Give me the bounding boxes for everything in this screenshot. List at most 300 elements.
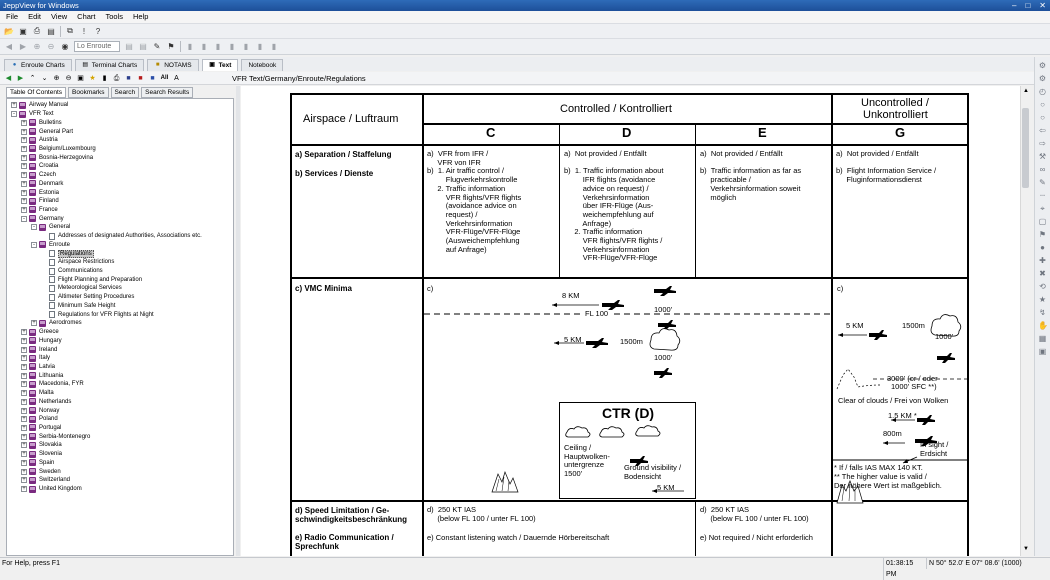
tree-item[interactable] xyxy=(21,214,64,223)
g-15km-label: 1.5 KM * xyxy=(888,411,917,420)
uncontrolled-header-1: Uncontrolled / xyxy=(861,97,929,109)
tree-item[interactable] xyxy=(21,406,59,415)
layers-icon[interactable]: ▤ xyxy=(139,42,147,51)
expand-icon[interactable]: + xyxy=(22,154,26,161)
back-icon[interactable]: ◀ xyxy=(5,42,13,51)
text-line: b) Flight Information Service / xyxy=(836,166,937,176)
tree-item[interactable] xyxy=(21,206,58,215)
menu-edit[interactable]: Edit xyxy=(28,12,42,21)
back-arrow-icon[interactable]: ◀ xyxy=(5,74,12,82)
tree-item[interactable] xyxy=(21,162,58,171)
page-icon xyxy=(49,233,55,240)
tree-item-label: General xyxy=(49,224,71,231)
expand-icon[interactable]: + xyxy=(22,180,26,187)
expand-icon[interactable]: + xyxy=(22,381,26,388)
tool-icon-7[interactable]: ▮ xyxy=(271,42,277,51)
book-icon xyxy=(29,180,36,187)
page-icon xyxy=(49,250,55,257)
g-3000-label: 3000' (or / oder xyxy=(887,374,938,383)
tree-item[interactable] xyxy=(31,241,70,250)
arrow-icon[interactable]: ⇦ xyxy=(1039,126,1046,135)
enroute-select[interactable]: Lo Enroute xyxy=(74,41,120,52)
document-view xyxy=(241,86,1020,556)
row-vmc: c) VMC Minima xyxy=(295,284,352,293)
gear-icon[interactable]: ⚙ xyxy=(1038,74,1047,83)
text-size-icon[interactable]: A xyxy=(174,74,179,82)
book-icon xyxy=(29,346,36,353)
row-separation: a) Separation / Staffelung xyxy=(295,150,392,159)
print-icon[interactable]: ⎙ xyxy=(113,74,120,82)
scroll-down-icon[interactable]: ▼ xyxy=(1023,546,1029,552)
maximize-icon[interactable]: □ xyxy=(1025,1,1031,10)
expand-icon[interactable]: + xyxy=(22,416,26,423)
tool-icon-6[interactable]: ▮ xyxy=(257,42,263,51)
row-radio-2: Sprechfunk xyxy=(295,542,340,551)
tree-item[interactable] xyxy=(21,467,61,476)
row-services: b) Services / Dienste xyxy=(295,169,374,178)
pane-splitter[interactable] xyxy=(236,86,240,556)
tab-notebook[interactable]: Notebook xyxy=(241,59,283,71)
close-icon[interactable]: ✕ xyxy=(1039,1,1046,10)
hand-icon[interactable]: ✋ xyxy=(1038,321,1048,330)
expand-icon[interactable]: + xyxy=(22,451,26,458)
text-line: practicable / xyxy=(700,175,751,185)
tree-item[interactable] xyxy=(21,415,58,424)
expand-icon[interactable]: + xyxy=(22,128,26,135)
bookmark-icon[interactable]: ▮ xyxy=(102,74,107,82)
tree-item-label: United Kingdom xyxy=(39,486,82,493)
text-line: Anfrage) xyxy=(564,218,612,228)
tree-item[interactable] xyxy=(41,284,122,293)
forward-icon[interactable]: ▶ xyxy=(19,42,27,51)
book-icon xyxy=(29,329,36,336)
cell-cd-speed xyxy=(427,506,536,523)
tree-item[interactable] xyxy=(31,223,70,232)
cell-c-services xyxy=(427,150,521,254)
text-line: a) Not provided / Entfällt xyxy=(700,149,783,158)
tree-item[interactable] xyxy=(41,302,115,311)
tab-terminal-charts[interactable]: ▤ Terminal Charts xyxy=(75,59,145,71)
tree-item-label: Belgium/Luxembourg xyxy=(39,145,96,152)
status-bar xyxy=(0,557,1050,578)
tree-item-label: General Part xyxy=(39,128,74,135)
text-line: VFR flights/VFR flights / xyxy=(564,236,663,246)
tree-item-label: Denmark xyxy=(39,180,64,187)
tree-item[interactable] xyxy=(21,371,63,380)
menu-bar xyxy=(0,11,1050,23)
tree-item[interactable] xyxy=(41,267,103,276)
book-icon xyxy=(29,442,36,449)
tree-item-label: Finland xyxy=(39,198,59,205)
flag-uk-icon[interactable]: ■ xyxy=(126,74,131,82)
binoculars-icon[interactable]: ◉ xyxy=(61,42,69,51)
print-icon[interactable]: ⎙ xyxy=(33,26,41,35)
text-line: a) Not provided / Entfällt xyxy=(836,149,919,158)
vmc-c-label: c) xyxy=(427,284,434,293)
text-line: request) / xyxy=(427,209,478,219)
ctr-title: CTR (D) xyxy=(602,405,655,421)
expand-icon[interactable]: + xyxy=(22,137,26,144)
tree-item[interactable] xyxy=(21,336,62,345)
expand-icon[interactable]: + xyxy=(22,486,26,493)
book-icon xyxy=(29,416,36,423)
document-scrollbar[interactable] xyxy=(1020,86,1030,556)
tree-item[interactable] xyxy=(41,275,142,284)
minimize-icon[interactable]: – xyxy=(1012,1,1017,10)
tree-item-label: Meteorological Services xyxy=(58,285,122,292)
fit-page-icon[interactable]: ▣ xyxy=(77,74,84,82)
cross-icon[interactable]: ✚ xyxy=(1039,256,1046,265)
link-icon[interactable]: ∞ xyxy=(1039,165,1046,174)
tree-item[interactable] xyxy=(21,354,50,363)
lasso-icon[interactable]: ⟲ xyxy=(1039,282,1046,291)
zoom-in-icon[interactable]: ⊕ xyxy=(53,74,60,82)
title-bar xyxy=(0,0,1050,11)
tree-item[interactable] xyxy=(21,118,62,127)
globe-icon: ● xyxy=(12,62,17,68)
expand-icon[interactable]: + xyxy=(22,390,26,397)
expand-icon[interactable]: + xyxy=(22,407,26,414)
tree-item[interactable] xyxy=(21,179,63,188)
expand-icon[interactable]: + xyxy=(22,119,26,126)
expand-icon[interactable]: + xyxy=(22,163,26,170)
tree-item[interactable] xyxy=(21,424,61,433)
text-line: Verkehrsinformation xyxy=(427,218,513,228)
expand-icon[interactable]: + xyxy=(22,468,26,475)
compass-icon[interactable]: ⌖ xyxy=(1040,204,1045,213)
h1500-label: 1500m xyxy=(620,337,643,346)
tree-item[interactable] xyxy=(31,319,82,328)
book-icon xyxy=(29,390,36,397)
tree-item-label: Flight Planning and Preparation xyxy=(58,276,143,283)
ruler-icon[interactable]: ┈ xyxy=(1040,191,1045,200)
down-icon[interactable]: ⌄ xyxy=(41,74,48,82)
ctr-box xyxy=(559,402,696,499)
tree-item[interactable] xyxy=(21,450,62,459)
select-icon[interactable]: ▤ xyxy=(125,42,133,51)
g-800-label: 800m xyxy=(883,429,902,438)
cell-cd-radio: e) Constant listening watch / Dauernde Hörbereitschaft xyxy=(427,533,610,542)
text-line: IFR flights (avoidance xyxy=(564,175,656,185)
expand-icon[interactable]: + xyxy=(22,424,26,431)
vmc-g-label: c) xyxy=(837,284,844,293)
right-tool-strip xyxy=(1034,57,1050,556)
text-line: Verkehrsinformation xyxy=(564,192,650,202)
flag-de-icon[interactable]: ■ xyxy=(138,74,143,82)
tree-item[interactable] xyxy=(41,310,154,319)
tree-item[interactable] xyxy=(21,188,59,197)
scroll-up-icon[interactable]: ▲ xyxy=(1023,88,1029,94)
tab-text[interactable]: ▣ Text xyxy=(202,59,239,71)
book-icon xyxy=(29,337,36,344)
cell-eg-speed xyxy=(700,506,809,523)
page-icon xyxy=(49,259,55,266)
ctr-5km: 5 KM xyxy=(657,483,675,492)
tree-item-label: Bulletins xyxy=(39,119,62,126)
page-icon xyxy=(49,285,55,292)
pin-icon[interactable]: ● xyxy=(1040,243,1045,252)
tree-item-label: Estonia xyxy=(39,189,60,196)
row-radio-1: e) Radio Communication / xyxy=(295,533,394,542)
expand-icon[interactable]: + xyxy=(22,198,26,205)
tab-enroute-charts[interactable]: ● Enroute Charts xyxy=(4,59,72,71)
ctr-ceiling xyxy=(564,444,610,479)
expand-icon[interactable]: + xyxy=(22,442,26,449)
cell-e-services xyxy=(700,150,801,202)
tree-item[interactable] xyxy=(21,380,84,389)
tree-item[interactable] xyxy=(21,432,90,441)
text-line: a) Not provided / Entfällt xyxy=(564,149,647,158)
tree-item-label: Minimum Safe Height xyxy=(58,302,116,309)
menu-file[interactable]: File xyxy=(6,12,19,21)
table-of-contents-tree xyxy=(6,98,234,556)
expand-icon[interactable]: + xyxy=(32,320,36,327)
scroll-thumb[interactable] xyxy=(1022,108,1029,188)
menu-chart[interactable]: Chart xyxy=(77,12,96,21)
flag-icon[interactable]: ⚑ xyxy=(1038,230,1047,239)
class-d-header: D xyxy=(622,125,632,140)
circle-icon[interactable]: ○ xyxy=(1040,100,1045,109)
menu-tools[interactable]: Tools xyxy=(105,12,124,21)
class-c-header: C xyxy=(486,125,496,140)
clock-icon[interactable]: ◴ xyxy=(1039,87,1046,96)
notams-icon: ■ xyxy=(155,62,160,68)
fl100-label: FL 100 xyxy=(585,309,609,318)
star-icon[interactable]: ★ xyxy=(1038,295,1047,304)
text-line: Verkehrsinformation xyxy=(564,244,650,254)
page-icon xyxy=(49,302,55,309)
book-icon xyxy=(29,119,36,126)
row-speed-1: d) Speed Limitation / Ge- xyxy=(295,506,390,515)
book-icon xyxy=(29,137,36,144)
divider-d-e xyxy=(695,123,696,277)
tree-item-label: Croatia xyxy=(39,163,59,170)
divider-row-c xyxy=(290,500,969,502)
tree-item[interactable] xyxy=(21,363,55,372)
copy-icon[interactable]: ⧉ xyxy=(67,26,73,35)
tree-item[interactable] xyxy=(21,476,70,485)
tab-search-results[interactable]: Search Results xyxy=(141,87,193,98)
up-icon[interactable]: ⌃ xyxy=(29,74,36,82)
toc-tabs xyxy=(6,87,193,98)
tree-item-label: Switzerland xyxy=(39,477,71,484)
gear-icon[interactable]: ⚙ xyxy=(1038,61,1047,70)
expand-icon[interactable]: + xyxy=(22,189,26,196)
vis-8km-label: 8 KM xyxy=(562,291,580,300)
all-languages-icon[interactable]: All xyxy=(160,74,169,81)
star-icon[interactable]: ★ xyxy=(89,74,96,82)
tab-table-of-contents[interactable]: Table Of Contents xyxy=(6,87,66,98)
g-note2: ** The higher value is valid / xyxy=(834,472,927,481)
book-icon xyxy=(39,224,46,231)
book-icon xyxy=(29,363,36,370)
lock-icon[interactable]: ▣ xyxy=(1038,347,1047,356)
tree-item-label: Regulations xyxy=(60,250,92,257)
tree-item-label: Aerodromes xyxy=(49,320,82,327)
expand-icon[interactable]: + xyxy=(22,145,26,152)
book-icon xyxy=(29,433,36,440)
tool-icon-2[interactable]: ▮ xyxy=(201,42,207,51)
expand-icon[interactable]: + xyxy=(22,433,26,440)
tree-item[interactable] xyxy=(21,397,71,406)
print-preview-icon[interactable]: ▤ xyxy=(47,26,55,36)
text-line: Ground visibility / xyxy=(624,463,682,472)
expand-icon[interactable]: + xyxy=(22,337,26,344)
tree-item[interactable] xyxy=(21,145,96,154)
row-speed-2: schwindigkeitsbeschränkung xyxy=(295,515,408,524)
status-coordinates: N 50° 52.0' E 07° 08.6' (1000) xyxy=(926,558,1026,569)
tree-item-label: Austria xyxy=(39,137,58,144)
route-icon[interactable]: ↯ xyxy=(1039,308,1046,317)
tree-item[interactable] xyxy=(21,127,73,136)
main-toolbar xyxy=(0,23,1050,39)
tool-icon-5[interactable]: ▮ xyxy=(243,42,249,51)
tree-item-label: VFR Text xyxy=(29,111,54,118)
text-line: (below FL 100 / unter FL 100) xyxy=(427,513,536,523)
tree-item[interactable] xyxy=(21,485,82,494)
book-icon xyxy=(29,477,36,484)
tab-bookmarks[interactable]: Bookmarks xyxy=(68,87,109,98)
eraser-icon[interactable]: ▢ xyxy=(1038,217,1047,226)
grid-icon[interactable]: ▦ xyxy=(1038,334,1047,343)
zoom-out-icon[interactable]: ⊖ xyxy=(65,74,72,82)
collapse-icon[interactable]: - xyxy=(33,224,35,231)
text-line: (Ausweichempfehlung xyxy=(427,236,520,246)
tab-search[interactable]: Search xyxy=(111,87,140,98)
tool-icon-4[interactable]: ▮ xyxy=(229,42,235,51)
tree-item[interactable] xyxy=(21,345,57,354)
expand-icon[interactable]: + xyxy=(22,372,26,379)
tree-item-label: Malta xyxy=(39,390,54,397)
window-title: JeppView for Windows xyxy=(3,1,79,10)
text-line: über IFR-Flüge (Aus- xyxy=(564,201,654,211)
tree-item[interactable] xyxy=(41,232,202,241)
tool-icon-1[interactable]: ▮ xyxy=(187,42,193,51)
tree-item-label: Addresses of designated Authorities, Associations etc. xyxy=(58,233,202,240)
book-icon: ▣ xyxy=(209,62,215,68)
open-icon[interactable]: 📂 xyxy=(4,26,14,36)
g-5km-label: 5 KM xyxy=(846,321,864,330)
tree-item-label: Communications xyxy=(58,268,103,275)
book-icon xyxy=(19,102,26,109)
info-icon[interactable]: ! xyxy=(82,26,86,36)
book-icon xyxy=(29,381,36,388)
document-icon: ▤ xyxy=(82,62,89,68)
page-icon xyxy=(49,276,55,283)
zoom-in-icon[interactable]: ⊕ xyxy=(33,42,41,51)
x-icon[interactable]: ✖ xyxy=(1039,269,1046,278)
tree-item[interactable] xyxy=(41,293,134,302)
expand-icon[interactable]: + xyxy=(22,398,26,405)
tree-item[interactable] xyxy=(41,258,114,267)
text-line: d) 250 KT IAS xyxy=(700,505,750,514)
book-icon xyxy=(29,486,36,493)
tree-item[interactable] xyxy=(21,171,56,180)
expand-icon[interactable]: + xyxy=(22,172,26,179)
tree-item[interactable] xyxy=(41,249,94,258)
tree-item-label: Poland xyxy=(39,416,58,423)
help-icon[interactable]: ? xyxy=(95,26,101,36)
tool-icon-3[interactable]: ▮ xyxy=(215,42,221,51)
tree-item-label: France xyxy=(39,206,58,213)
text-line: Verkehrsinformation soweit xyxy=(700,183,801,193)
menu-help[interactable]: Help xyxy=(133,12,149,21)
zoom-out-icon[interactable]: ⊖ xyxy=(47,42,55,51)
navigation-toolbar xyxy=(0,39,1050,55)
collapse-icon[interactable]: - xyxy=(23,215,25,222)
tree-item-label: Slovenia xyxy=(39,451,63,458)
expand-icon[interactable]: + xyxy=(22,329,26,336)
text-line: advice on request) / xyxy=(564,183,649,193)
book-icon xyxy=(29,468,36,475)
tree-item[interactable] xyxy=(21,328,59,337)
text-line: VFR-Flüge/VFR-Flüge xyxy=(427,227,521,237)
expand-icon[interactable]: + xyxy=(22,355,26,362)
collapse-icon[interactable]: - xyxy=(13,111,15,118)
tree-item[interactable] xyxy=(21,153,93,162)
g-clear-label: Clear of clouds / Frei von Wolken xyxy=(838,396,949,405)
book-icon xyxy=(19,111,26,118)
wrench-icon[interactable]: ⚒ xyxy=(1038,152,1047,161)
expand-icon[interactable]: + xyxy=(22,459,26,466)
tree-item[interactable] xyxy=(21,459,54,468)
text-line: 2. Traffic information xyxy=(427,183,506,193)
expand-icon[interactable]: + xyxy=(22,206,26,213)
cell-eg-radio: e) Not required / Nicht erforderlich xyxy=(700,533,813,542)
table-border-top xyxy=(290,93,969,95)
text-line: VFR flights/VFR flights xyxy=(427,192,522,202)
arrow-icon[interactable]: ⇨ xyxy=(1039,139,1046,148)
pencil-icon[interactable]: ✎ xyxy=(1039,178,1046,187)
status-help-text: For Help, press F1 xyxy=(2,560,60,567)
tree-item-label: Bosnia-Herzegovina xyxy=(39,154,94,161)
status-time: 01:38:15 PM xyxy=(883,558,923,580)
tree-item[interactable] xyxy=(21,441,62,450)
tree-item-label: Spain xyxy=(39,459,55,466)
menu-view[interactable]: View xyxy=(51,12,68,21)
page-icon xyxy=(49,294,55,301)
flag-icon[interactable]: ⚑ xyxy=(167,42,175,51)
save-icon[interactable]: ▣ xyxy=(19,26,27,36)
g-insight-label xyxy=(920,441,948,458)
text-line: a) VFR from IFR / xyxy=(427,149,489,158)
tree-item[interactable] xyxy=(21,197,59,206)
tab-notams[interactable]: ■ NOTAMS xyxy=(147,59,198,71)
text-line: möglich xyxy=(700,192,737,202)
expand-icon[interactable]: + xyxy=(22,346,26,353)
text-line: Fluginformationsdienst xyxy=(836,175,922,185)
text-line: b) 1. Air traffic control / xyxy=(427,166,504,176)
text-line: weichempfehlung auf xyxy=(564,209,654,219)
class-g-header: G xyxy=(895,125,906,140)
flag-fr-icon[interactable]: ■ xyxy=(150,74,155,82)
expand-icon[interactable]: + xyxy=(22,363,26,370)
expand-icon[interactable]: + xyxy=(12,102,16,109)
expand-icon[interactable]: + xyxy=(22,477,26,484)
airspace-header: Airspace / Luftraum xyxy=(303,113,399,125)
controlled-header: Controlled / Kontrolliert xyxy=(560,103,672,115)
tree-item[interactable] xyxy=(21,389,54,398)
tree-item[interactable] xyxy=(11,110,54,119)
forward-arrow-icon[interactable]: ▶ xyxy=(17,74,24,82)
cell-g-services xyxy=(836,150,936,185)
tree-item[interactable] xyxy=(21,136,58,145)
highlight-icon[interactable]: ✎ xyxy=(153,42,161,51)
circle-icon[interactable]: ○ xyxy=(1040,113,1045,122)
tree-item[interactable] xyxy=(11,101,68,110)
collapse-icon[interactable]: - xyxy=(33,241,35,248)
tree-item-label: Norway xyxy=(39,407,60,414)
